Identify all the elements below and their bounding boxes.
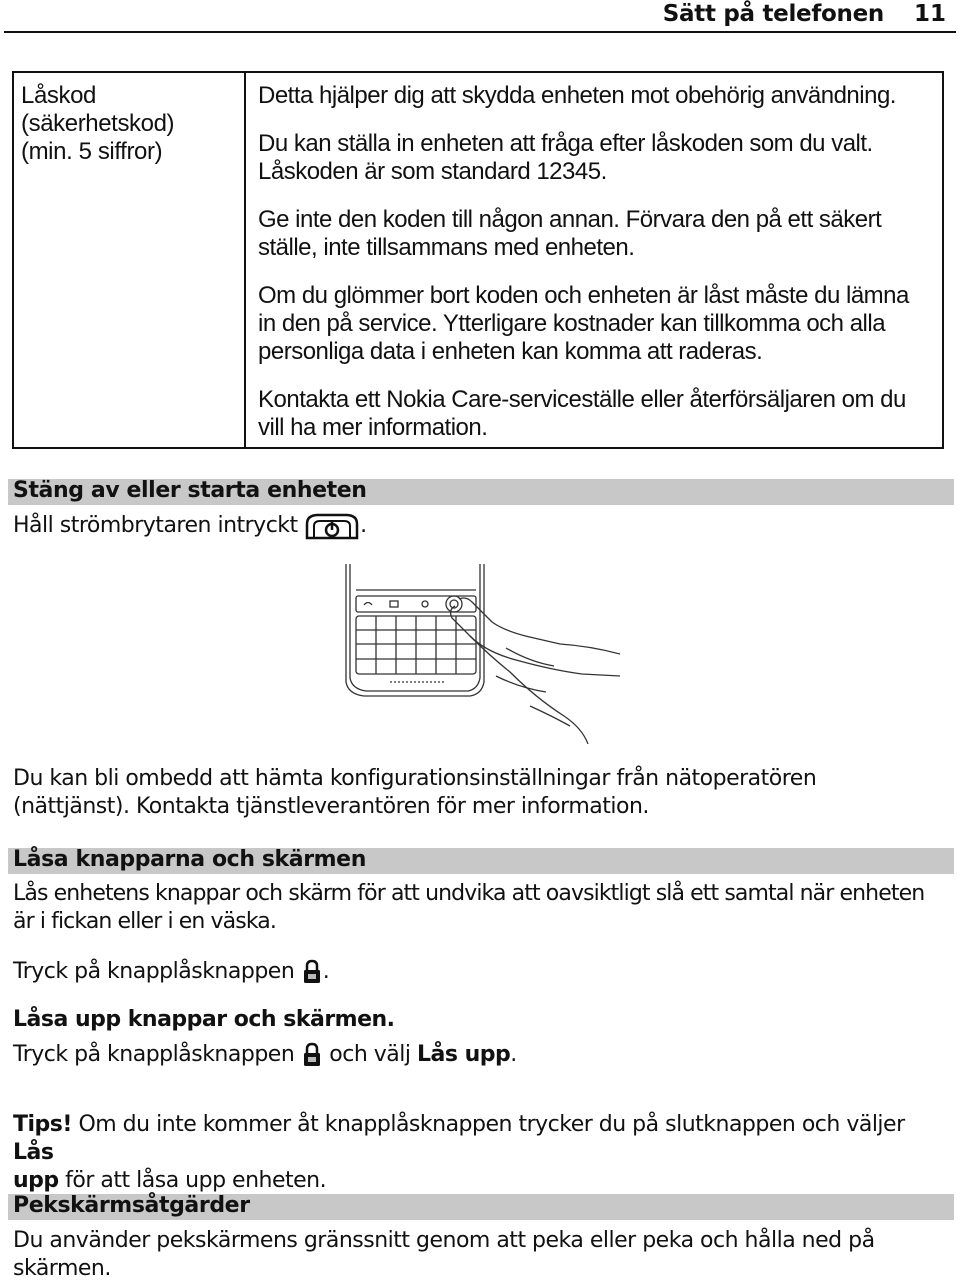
text-line: skärmen. [13, 1256, 111, 1281]
label-line: (min. 5 siffror) [21, 138, 163, 165]
paragraph [258, 282, 942, 366]
menu-option-unlock: upp [13, 1168, 59, 1193]
section-heading-text: Låsa knapparna och skärmen [13, 847, 366, 872]
chapter-title: Sätt på telefonen [662, 1, 884, 27]
paragraph [258, 82, 942, 110]
text-line: Du kan bli ombedd att hämta konfigurationsinställningar från nätoperatören [13, 766, 817, 791]
unlock-instruction [13, 1041, 949, 1069]
text-line: ställe, inte tillsammans med enheten. [258, 234, 635, 261]
text-line: personliga data i enheten kan komma att raderas. [258, 338, 763, 365]
text-line: Lås enhetens knappar och skärm för att undvika att oavsiktligt slå ett samtal när enheten [13, 881, 925, 906]
text-line: Du kan ställa in enheten att fråga efter låskoden som du valt. [258, 130, 873, 157]
text-line: Om du glömmer bort koden och enheten är låst måste du lämna [258, 282, 909, 309]
text-line: Kontakta ett Nokia Care-serviceställe eller återförsäljaren om du [258, 386, 906, 413]
text-punct: . [322, 959, 330, 984]
section-heading-lock-keys [8, 848, 954, 874]
text-line: Om du inte kommer åt knapplåsknappen trycker du på slutknappen och väljer [78, 1112, 905, 1137]
section-heading-touch [8, 1194, 954, 1220]
menu-option-unlock: Lås upp [416, 1042, 511, 1067]
text-line: är i fickan eller i en väska. [13, 909, 276, 934]
text-line: vill ha mer information. [258, 414, 488, 441]
keylock-icon [301, 959, 323, 985]
keylock-icon [301, 1042, 323, 1068]
touch-description [13, 1227, 949, 1283]
text-line: Tryck på knapplåsknappen [13, 1042, 295, 1067]
section-heading-text: Pekskärmsåtgärder [13, 1193, 250, 1218]
power-instruction [13, 512, 949, 540]
menu-option-unlock: Lås [13, 1140, 54, 1165]
paragraph [258, 386, 942, 442]
header-rule [4, 31, 956, 33]
lock-code-table [12, 71, 944, 449]
lock-code-description [258, 82, 942, 442]
lock-code-label [21, 82, 236, 166]
section-heading-text: Stäng av eller starta enheten [13, 478, 367, 503]
page-header [0, 0, 960, 30]
tip [13, 1111, 949, 1195]
lock-keys-instruction [13, 958, 949, 986]
text-punct: . [360, 513, 367, 538]
phone-power-illustration [320, 556, 620, 744]
text-line: Tryck på knapplåsknappen [13, 959, 295, 984]
section-heading-power [8, 479, 954, 505]
text-line: in den på service. Ytterligare kostnader kan tillkomma och alla [258, 310, 886, 337]
text-line: Du använder pekskärmens gränssnitt genom att peka eller peka och hålla ned på [13, 1228, 875, 1253]
paragraph [258, 206, 942, 262]
lock-keys-description [13, 880, 949, 936]
power-key-icon [304, 512, 360, 540]
text-line: (nättjänst). Kontakta tjänstleverantören för mer information. [13, 794, 649, 819]
text-line: Detta hjälper dig att skydda enheten mot obehörig användning. [258, 82, 896, 109]
tip-label: Tips! [13, 1112, 72, 1137]
paragraph [258, 130, 942, 186]
label-line: (säkerhetskod) [21, 110, 175, 137]
text-line: Låskoden är som standard 12345. [258, 158, 607, 185]
text-line: Håll strömbrytaren intryckt [13, 513, 298, 538]
text-punct: . [510, 1042, 517, 1067]
text-line: och välj [329, 1042, 411, 1067]
text-line: Ge inte den koden till någon annan. Förvara den på ett säkert [258, 206, 882, 233]
text-line: för att låsa upp enheten. [65, 1168, 327, 1193]
config-note [13, 765, 949, 821]
page-number: 11 [913, 1, 946, 27]
unlock-heading: Låsa upp knappar och skärmen. [13, 1007, 395, 1032]
label-line: Låskod [21, 82, 96, 109]
table-divider [244, 73, 246, 447]
